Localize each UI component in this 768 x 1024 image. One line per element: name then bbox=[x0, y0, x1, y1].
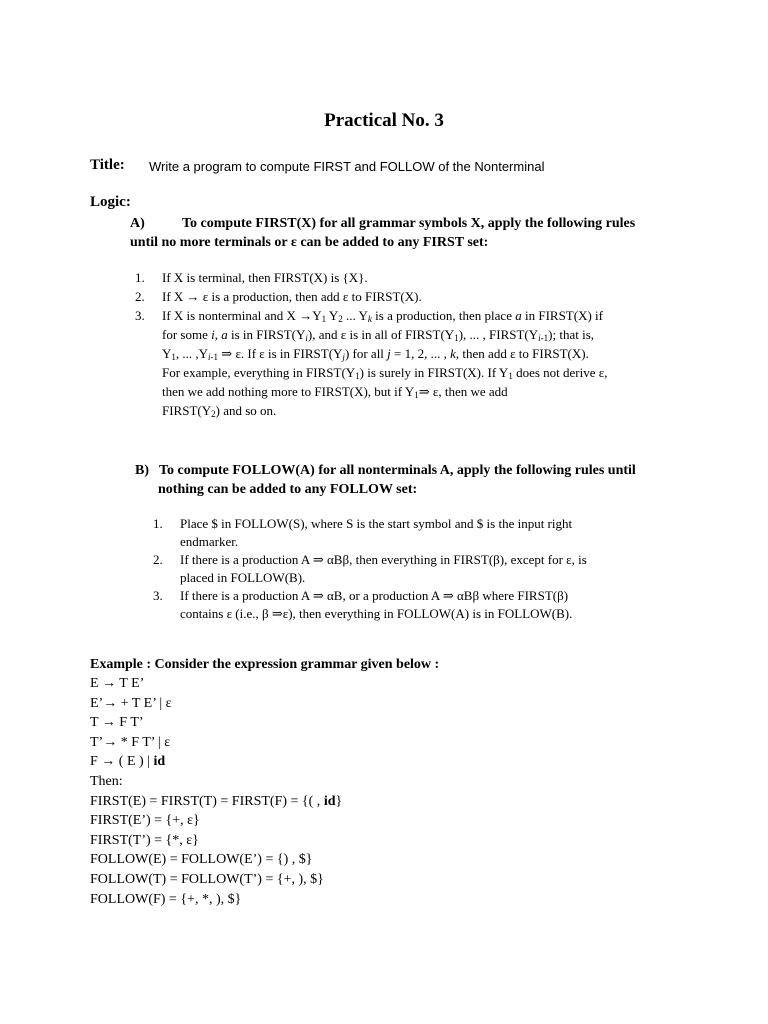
list-item bbox=[153, 515, 587, 551]
list-item-line: placed in FOLLOW(B). bbox=[180, 570, 306, 585]
section-b-heading-line2: nothing can be added to any FOLLOW set: bbox=[158, 482, 418, 497]
list-item-line: If there is a production A ⇒ αBβ, then everything in FIRST(β), except for ε, is bbox=[180, 552, 587, 567]
list-item bbox=[135, 268, 607, 287]
grammar-rule: T → F T’ bbox=[90, 715, 144, 731]
list-item-text: If X is terminal, then FIRST(X) is {X}. bbox=[162, 270, 368, 285]
section-a-heading-line1: To compute FIRST(X) for all grammar symbols X, apply the following rules bbox=[182, 216, 636, 231]
list-item-line: endmarker. bbox=[180, 534, 239, 549]
section-b-marker: B) bbox=[135, 463, 149, 478]
example-body bbox=[90, 674, 342, 909]
result-line: FIRST(T’) = {*, ε} bbox=[90, 832, 199, 848]
list-item-number: 3. bbox=[153, 588, 163, 603]
title-label: Title: bbox=[90, 157, 125, 173]
list-item-line: If there is a production A ⇒ αB, or a production A ⇒ αBβ where FIRST(β) bbox=[180, 588, 569, 603]
list-item bbox=[153, 551, 587, 587]
list-item-number: 1. bbox=[153, 516, 163, 531]
result-line: FIRST(E’) = {+, ε} bbox=[90, 813, 200, 829]
title-text: Write a program to compute FIRST and FOLLOW of the Nonterminal bbox=[149, 159, 545, 174]
logic-label: Logic: bbox=[90, 194, 131, 210]
section-a-list bbox=[135, 268, 607, 420]
section-a-heading-line2: until no more terminals or ε can be added to any FIRST set: bbox=[130, 235, 489, 250]
list-item-number: 1. bbox=[135, 270, 145, 285]
list-item-number: 2. bbox=[135, 289, 145, 304]
result-line: FOLLOW(F) = {+, *, ), $} bbox=[90, 891, 242, 907]
list-item bbox=[153, 587, 587, 623]
result-line: FOLLOW(E) = FOLLOW(E’) = {) , $} bbox=[90, 852, 313, 868]
section-b-list bbox=[153, 515, 587, 623]
grammar-rule: E → T E’ bbox=[90, 676, 145, 691]
id-token: id bbox=[153, 754, 166, 770]
section-b-heading-line1: To compute FOLLOW(A) for all nonterminals A, apply the following rules until bbox=[159, 463, 636, 478]
list-item-line: Place $ in FOLLOW(S), where S is the start symbol and $ is the input right bbox=[180, 516, 573, 531]
grammar-rule: T’→ * F T’ | ε bbox=[90, 734, 171, 750]
grammar-rule: F → ( E ) | id bbox=[90, 754, 166, 770]
list-item-line: contains ε (i.e., β ⇒ε), then everything in FOLLOW(A) is in FOLLOW(B). bbox=[180, 606, 573, 621]
example-label: Example : Consider the expression grammar given below : bbox=[90, 657, 440, 672]
list-item-number: 3. bbox=[135, 308, 145, 323]
then-label: Then: bbox=[90, 773, 123, 789]
section-a-marker: A) bbox=[130, 216, 145, 231]
list-item-text: If X → ε is a production, then add ε to FIRST(X). bbox=[162, 289, 422, 304]
list-item-number: 2. bbox=[153, 552, 163, 567]
result-line: FIRST(E) = FIRST(T) = FIRST(F) = {( , id} bbox=[90, 793, 343, 809]
page-title: Practical No. 3 bbox=[324, 110, 444, 131]
result-line: FOLLOW(T) = FOLLOW(T’) = {+, ), $} bbox=[90, 871, 324, 887]
id-token: id bbox=[323, 793, 336, 809]
list-item bbox=[135, 306, 607, 420]
list-item bbox=[135, 287, 607, 306]
grammar-rule: E’→ + T E’ | ε bbox=[90, 695, 172, 711]
list-item-rule3-text: If X is nonterminal and $X \to Y_1$ $Y_2$ ... $Y_k$ is a production, then place a in FIRST(X) if for some i, a is in $FIRST(Y_i)$, and ε is in all of $FIRST(Y_1)$, ... , $FIRST(Y_{i-1})$; that is, $Y_1$, ... $,Y_{i-1}$ ⇒ ε. If ε is in $FIRST(Y_j)$ for all j = 1, 2, ... , k, then add ε to FIRST(X). For example, everything in $FIRST(Y_1)$ is surely in FIRST(X). If $Y_1$ does not derive ε, then we add nothing more to FIRST(X), but if $Y_1\Rightarrow$ ε, then we add $FIRST(Y_2)$ and so on. bbox=[162, 308, 608, 419]
